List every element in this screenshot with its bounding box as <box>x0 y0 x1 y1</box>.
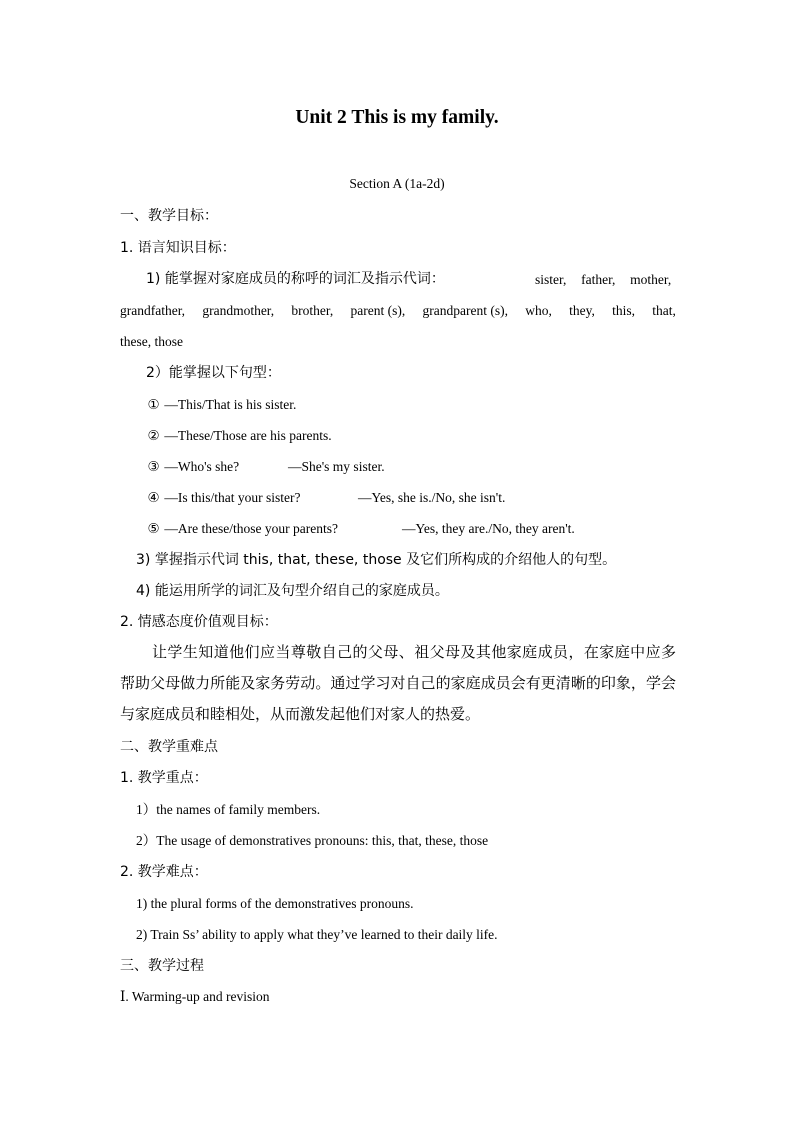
objective-4: 4) 能运用所学的词汇及句型介绍自己的家庭成员。 <box>136 583 449 599</box>
vocab-word: mother, <box>630 272 672 287</box>
pattern-answer-3: —She's my sister. <box>288 459 385 474</box>
vocab-word: this, <box>612 303 636 318</box>
pattern-question: —This/That is his sister. <box>164 397 297 412</box>
heading-teaching-process: 三、教学过程 <box>120 958 204 974</box>
pattern-question: —These/Those are his parents. <box>164 428 332 443</box>
step-warming-up: Ⅰ. Warming-up and revision <box>120 989 270 1004</box>
subheading-key-points: 1. 教学重点： <box>120 770 208 786</box>
vocab-line3: these, those <box>120 334 183 349</box>
vocab-word: grandparent (s), <box>422 303 508 318</box>
pattern-number: ① <box>147 397 160 412</box>
heading-teaching-objectives: 一、教学目标： <box>120 208 218 224</box>
key-point-1: 1）the names of family members. <box>136 802 321 817</box>
difficult-point-1: 1) the plural forms of the demonstratives pronouns. <box>136 896 414 911</box>
difficult-point-2: 2) Train Ss’ ability to apply what they’ve learned to their daily life. <box>136 927 498 942</box>
pattern-1 <box>146 396 296 414</box>
vocab-line2 <box>120 302 676 320</box>
document-title: Unit 2 This is my family. <box>295 107 499 128</box>
section-subtitle: Section A (1a-2d) <box>349 176 445 191</box>
vocab-word: that, <box>652 303 676 318</box>
subheading-language-knowledge: 1. 语言知识目标： <box>120 240 236 256</box>
emotion-paragraph: 让学生知道他们应当尊敬自己的父母、祖父母及其他家庭成员，在家庭中应多帮助父母做力所能及家务劳动。通过学习对自己的家庭成员会有更清晰的印象，学会与家庭成员和睦相处，从而激发起他们对家人的热爱。 <box>120 643 676 723</box>
subheading-difficult-points: 2. 教学难点： <box>120 864 208 880</box>
pattern-question: —Are these/those your parents? <box>164 521 338 536</box>
pattern-number: ④ <box>147 490 160 505</box>
pattern-3 <box>146 458 239 476</box>
vocab-word: who, <box>525 303 552 318</box>
pattern-answer-4: —Yes, she is./No, she isn't. <box>358 490 506 505</box>
vocab-word: they, <box>569 303 595 318</box>
vocab-word: father, <box>581 272 616 287</box>
vocab-word: parent (s), <box>350 303 406 318</box>
pattern-question: —Who's she? <box>164 459 240 474</box>
key-point-2: 2）The usage of demonstratives pronouns: this, that, these, those <box>136 833 489 848</box>
pattern-4 <box>146 489 300 507</box>
pattern-5 <box>146 520 338 538</box>
vocab-intro: 1) 能掌握对家庭成员的称呼的词汇及指示代词： <box>146 271 445 287</box>
pattern-question: —Is this/that your sister? <box>164 490 301 505</box>
subheading-emotion-values: 2. 情感态度价值观目标： <box>120 614 278 630</box>
pattern-number: ⑤ <box>147 521 160 536</box>
vocab-word: grandfather, <box>120 303 186 318</box>
objective-3: 3) 掌握指示代词 this, that, these, those 及它们所构成的介绍他人的句型。 <box>136 552 617 568</box>
pattern-answer-5: —Yes, they are./No, they aren't. <box>402 521 575 536</box>
vocab-word: sister, <box>535 272 567 287</box>
vocab-word: brother, <box>291 303 334 318</box>
pattern-number: ② <box>147 428 160 443</box>
heading-key-difficult-points: 二、教学重难点 <box>120 739 218 755</box>
pattern-2 <box>146 427 332 445</box>
vocab-line1-tail <box>535 271 671 289</box>
vocab-word: grandmother, <box>202 303 275 318</box>
sentence-patterns-intro: 2）能掌握以下句型： <box>146 365 281 381</box>
pattern-number: ③ <box>147 459 160 474</box>
